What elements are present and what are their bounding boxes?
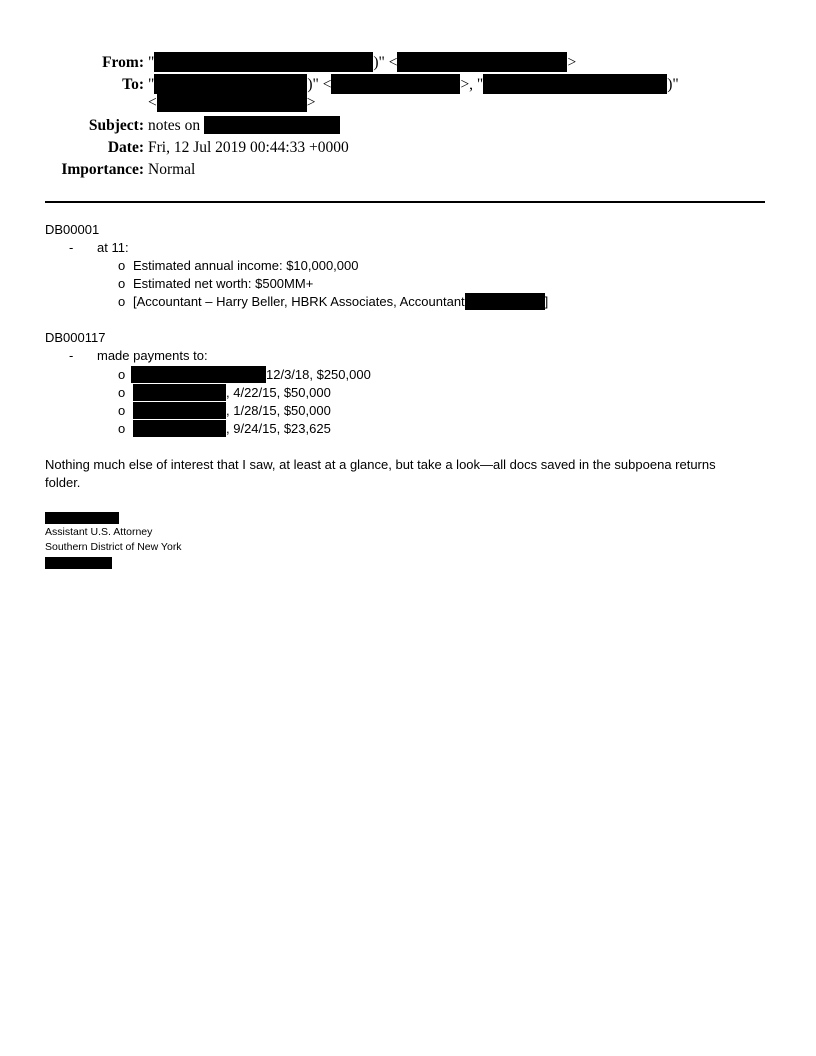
section2-id: DB000117 (45, 330, 106, 345)
circle-bullet: o (118, 294, 126, 309)
redaction-block (154, 52, 373, 72)
redaction-block (133, 402, 226, 419)
importance-value: Normal (148, 161, 196, 178)
signature-title: Assistant U.S. Attorney (45, 526, 153, 538)
subject-value: notes on (148, 115, 340, 137)
closing-line-2: folder. (45, 475, 81, 490)
section1-id: DB00001 (45, 222, 100, 237)
redaction-block (154, 74, 307, 94)
circle-bullet: o (118, 421, 126, 436)
circle-bullet: o (118, 258, 126, 273)
section1-sub-item: Estimated net worth: $500MM+ (133, 276, 314, 291)
redaction-block (331, 74, 460, 94)
redaction-block (397, 52, 567, 72)
importance-label: Importance: (61, 161, 144, 178)
section1-item: at 11: (97, 240, 129, 255)
circle-bullet: o (118, 276, 126, 291)
from-row (0, 52, 816, 74)
importance-row (0, 159, 816, 181)
circle-bullet: o (118, 385, 126, 400)
date-label: Date: (107, 139, 144, 156)
from-label: From: (102, 54, 144, 71)
dash-bullet: - (69, 348, 74, 363)
dash-bullet: - (69, 240, 74, 255)
payment-item: , 1/28/15, $50,000 (133, 402, 331, 420)
circle-bullet: o (118, 403, 126, 418)
payment-item: , 4/22/15, $50,000 (133, 384, 331, 402)
section1-sub-item-accountant: [Accountant – Harry Beller, HBRK Associates, Accountant ] (133, 294, 549, 309)
redaction-block (465, 293, 545, 310)
redaction-block (157, 92, 307, 112)
to-row-continued (0, 92, 816, 114)
payment-item: 12/3/18, $250,000 (131, 366, 371, 384)
to-value-continued: < > (148, 94, 316, 111)
date-value: Fri, 12 Jul 2019 00:44:33 +0000 (148, 139, 349, 156)
redaction-block (133, 420, 226, 437)
to-value: " )" < >, " )" (148, 76, 679, 93)
section2-item: made payments to: (97, 348, 208, 363)
to-label: To: (122, 76, 144, 93)
redaction-block (133, 384, 226, 401)
header-divider (45, 201, 765, 203)
signature-office: Southern District of New York (45, 541, 182, 553)
redaction-block (483, 74, 667, 94)
redaction-block (204, 116, 340, 134)
signature-contact-redaction (45, 557, 112, 569)
from-value: " )" < > (148, 54, 577, 71)
closing-line-1: Nothing much else of interest that I saw, at least at a glance, but take a look—all docs saved in the subpoena returns (45, 457, 716, 472)
circle-bullet: o (118, 367, 126, 382)
subject-label: Subject: (88, 117, 144, 134)
signature-name-redaction (45, 512, 119, 524)
section1-sub-item: Estimated annual income: $10,000,000 (133, 258, 359, 273)
redaction-block (131, 366, 266, 383)
subject-row (0, 115, 816, 137)
date-row (0, 137, 816, 159)
payment-item: , 9/24/15, $23,625 (133, 420, 331, 438)
